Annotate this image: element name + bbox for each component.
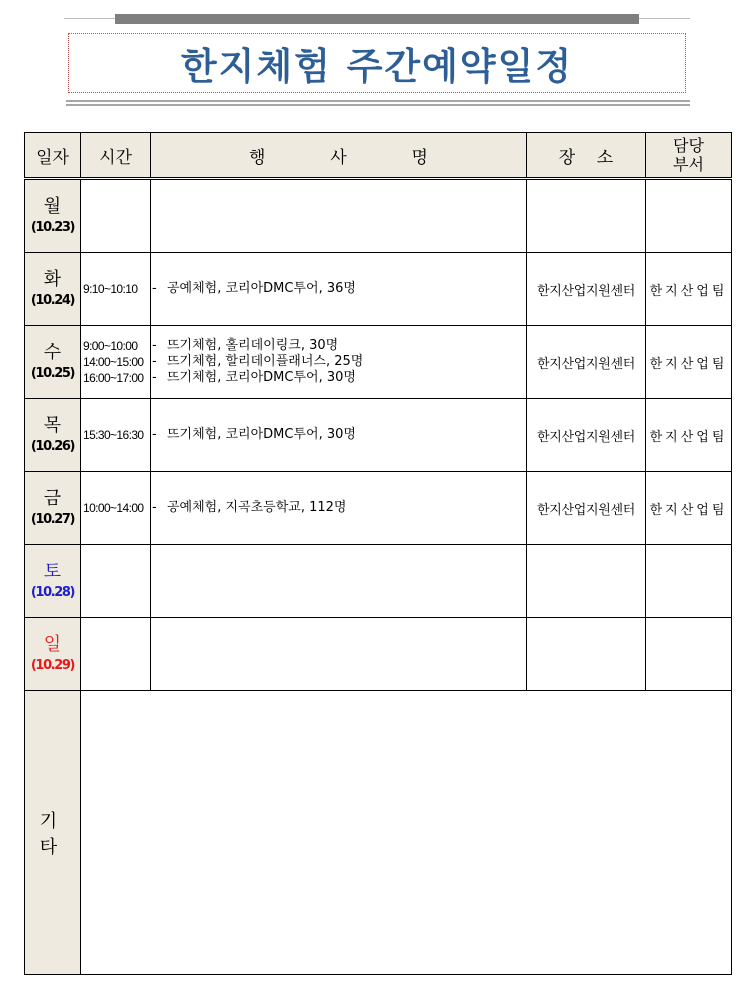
time-slot: 14:00~15:00 [83,355,144,369]
place-cell: 한지산업지원센터 [527,326,646,399]
day-date: (10.28) [30,584,75,600]
day-row [25,179,732,253]
time-slot: 10:00~14:00 [83,501,144,515]
header-time: 시간 [81,133,151,179]
title-bottom-rule [66,104,690,106]
event-cell [151,253,527,326]
event-bullet: - [152,338,157,353]
event-bullet: - [152,281,157,296]
event-bullet: - [152,370,157,385]
day-cell [25,618,81,691]
time-slot: 9:00~10:00 [83,339,138,353]
day-cell [25,326,81,399]
event-item [151,427,526,443]
day-date: (10.25) [30,365,75,381]
event-item [151,281,526,297]
day-date: (10.27) [30,511,75,527]
time-cell [81,618,151,691]
day-date: (10.26) [30,438,75,454]
header-date: 일자 [25,133,81,179]
dept-cell [646,179,732,253]
event-cell [151,326,527,399]
time-cell [81,545,151,618]
day-name: 월 [43,195,62,217]
header-dept-line1: 담당 [673,136,704,155]
dept-cell: 한지산업팀 [646,472,732,545]
event-text: 공예체험, 코리아DMC투어, 36명 [167,281,356,296]
place-cell: 한지산업지원센터 [527,472,646,545]
day-name: 수 [43,341,62,363]
time-slot: 16:00~17:00 [83,371,144,385]
place-cell [527,179,646,253]
day-date: (10.29) [30,657,75,673]
event-item [151,354,526,370]
title-box [68,33,686,93]
day-row [25,253,732,326]
event-cell [151,618,527,691]
place-cell: 한지산업지원센터 [527,399,646,472]
event-item [151,500,526,516]
header-dept [646,133,732,179]
day-row [25,472,732,545]
day-row [25,399,732,472]
day-cell [25,545,81,618]
day-cell [25,179,81,253]
place-cell: 한지산업지원센터 [527,253,646,326]
day-cell [25,472,81,545]
etc-content [81,691,732,975]
header-place: 장 소 [527,133,646,179]
dept-cell: 한지산업팀 [646,253,732,326]
event-bullet: - [152,500,157,515]
time-slot: 15:30~16:30 [83,428,144,442]
event-text: 공예체험, 지곡초등학교, 112명 [167,500,347,515]
dept-cell [646,618,732,691]
event-text: 뜨기체험, 할리데이플래너스, 25명 [167,354,364,369]
time-cell [81,253,151,326]
day-row [25,326,732,399]
etc-label: 기 타 [25,691,81,975]
event-cell [151,399,527,472]
event-item [151,338,526,354]
place-cell [527,618,646,691]
title-top-bar [115,14,639,24]
dept-cell [646,545,732,618]
time-cell [81,179,151,253]
day-name: 토 [43,560,62,582]
title-bottom-rules [66,100,690,108]
day-cell [25,399,81,472]
event-cell [151,472,527,545]
dept-cell: 한지산업팀 [646,326,732,399]
event-bullet: - [152,427,157,442]
title-bottom-rule [66,100,690,102]
time-cell [81,326,151,399]
day-name: 금 [43,487,62,509]
time-cell [81,472,151,545]
day-row [25,618,732,691]
header-event: 행 사 명 [151,133,527,179]
page-title: 한지체험 주간예약일정 [180,45,574,88]
time-cell [81,399,151,472]
day-date: (10.23) [30,219,75,235]
place-cell [527,545,646,618]
event-cell [151,179,527,253]
dept-cell: 한지산업팀 [646,399,732,472]
header-row [25,133,732,179]
day-row [25,545,732,618]
time-slot: 9:10~10:10 [83,282,138,296]
etc-row [25,691,732,975]
day-cell [25,253,81,326]
event-text: 뜨기체험, 코리아DMC투어, 30명 [167,427,356,442]
event-text: 뜨기체험, 코리아DMC투어, 30명 [167,370,356,385]
event-item [151,370,526,386]
day-name: 화 [43,268,62,290]
schedule-table [24,132,732,975]
day-name: 목 [43,414,62,436]
event-text: 뜨기체험, 홀리데이링크, 30명 [167,338,339,353]
header-dept-line2: 부서 [673,155,704,174]
day-name: 일 [43,633,62,655]
event-cell [151,545,527,618]
event-bullet: - [152,354,157,369]
day-date: (10.24) [30,292,75,308]
